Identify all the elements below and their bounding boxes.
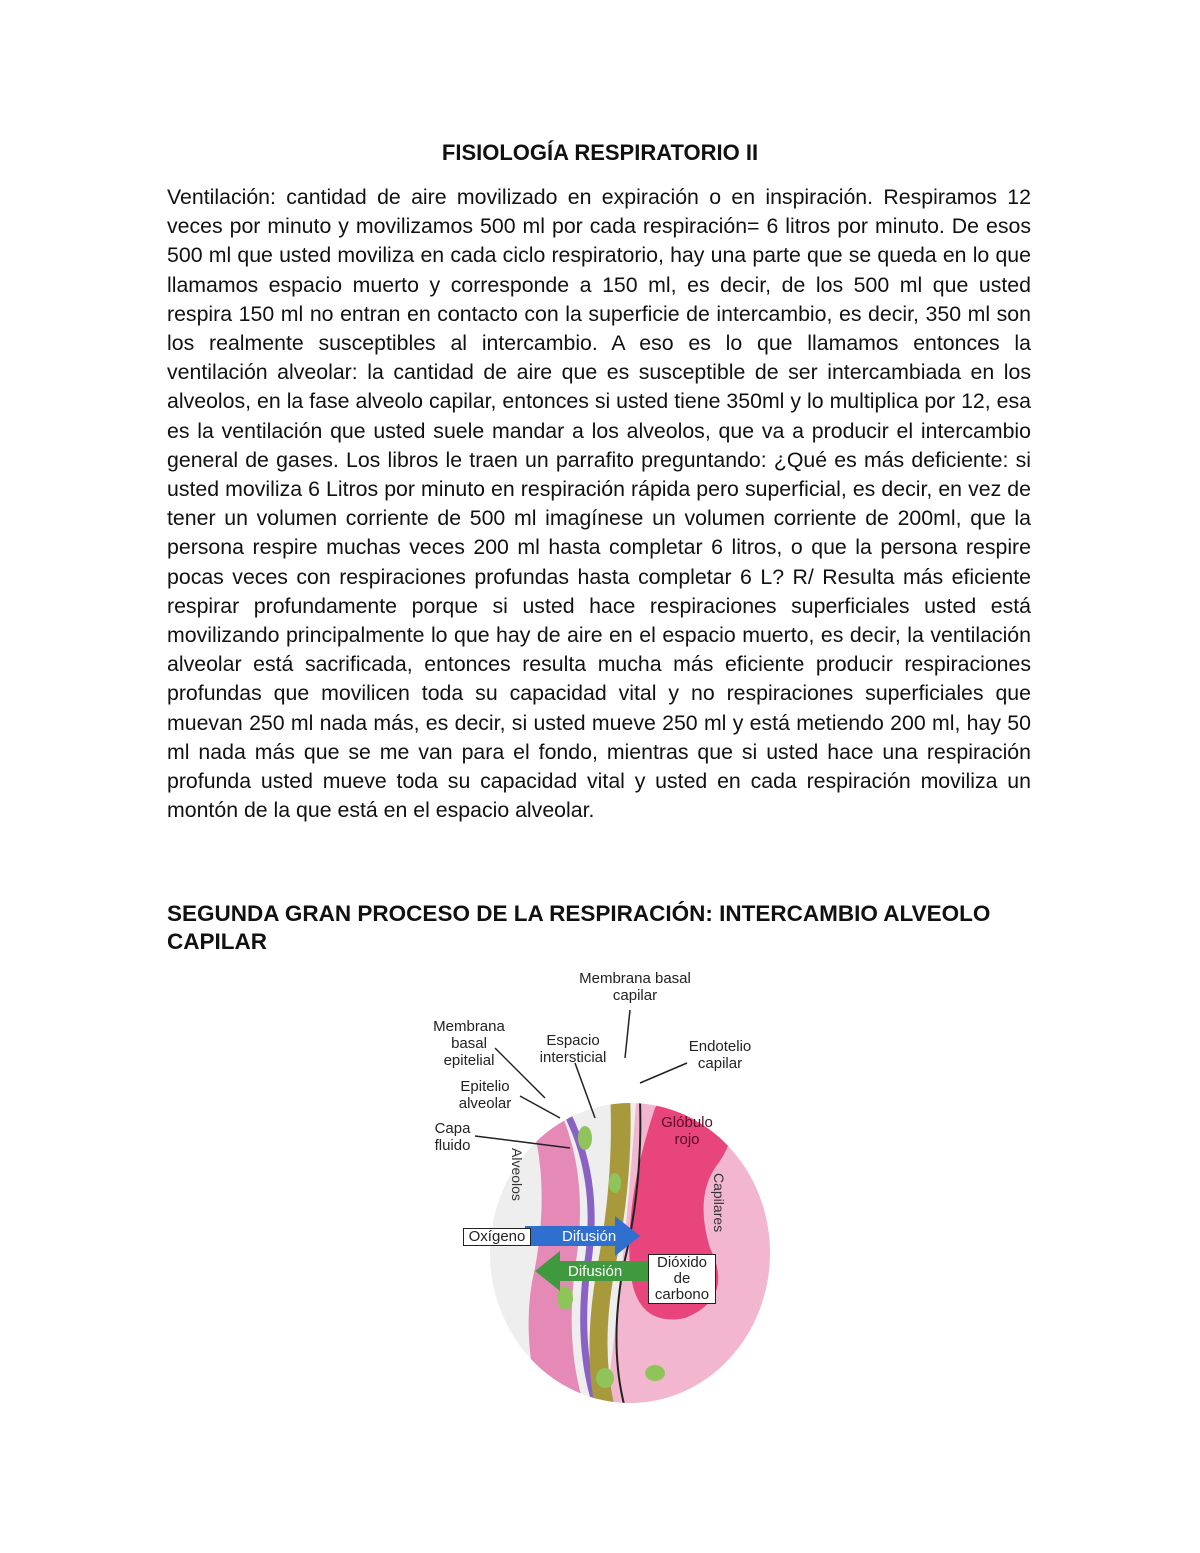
- leader-line: [575, 1063, 595, 1118]
- alveolar-capillary-diagram: [425, 968, 770, 1408]
- body-paragraph: Ventilación: cantidad de aire movilizado en expiración o en inspiración. Respiramos 12 veces por minuto y movilizamos 500 ml por cada respiración= 6 litros por minuto. De esos 500 ml que usted moviliza en cada ciclo respiratorio, hay una parte que se queda en lo que llamamos espacio muerto y corresponde a 150 ml, es decir, de los 500 ml que usted respira 150 ml no entran en contacto con la superficie de intercambio, es decir, 350 ml son los realmente susceptibles al intercambio. A eso es lo que llamamos entonces la ventilación alveolar: la cantidad de aire que es susceptible de ser intercambiada en los alveolos, en la fase alveolo capilar, entonces si usted tiene 350ml y lo multiplica por 12, esa es la ventilación que usted suele mandar a los alveolos, que va a producir el intercambio general de gases. Los libros le traen un parrafito preguntando: ¿Qué es más deficiente: si usted moviliza 6 Litros por minuto en respiración rápida pero superficial, es decir, en vez de tener un volumen corriente de 500 ml imagínese un volumen corriente de 200ml, que la persona respire muchas veces 200 ml hasta completar 6 litros, o que la persona respire pocas veces con respiraciones profundas hasta completar 6 L? R/ Resulta más eficiente respirar profundamente porque si usted hace respiraciones superficiales usted está movilizando principalmente lo que hay de aire en el espacio muerto, es decir, la ventilación alveolar está sacrificada, entonces resulta mucha más eficiente producir respiraciones profundas que movilicen toda su capacidad vital y no respiraciones superficiales que muevan 250 ml nada más, es decir, si usted mueve 250 ml y está metiendo 200 ml, hay 50 ml nada más que se me van para el fondo, mientras que si usted hace una respiración profunda usted mueve toda su capacidad vital y usted en cada respiración moviliza un montón de la que está en el espacio alveolar.: [167, 185, 1031, 823]
- label-membrana-basal-epitelial: Membrana basal epitelial: [433, 1018, 505, 1069]
- label-membrana-basal-capilar: Membrana basal capilar: [579, 970, 691, 1004]
- label-dioxido-carbono: Dióxido de carbono: [648, 1254, 716, 1304]
- section-heading: SEGUNDA GRAN PROCESO DE LA RESPIRACIÓN: INTERCAMBIO ALVEOLO CAPILAR: [167, 901, 991, 954]
- page-title: FISIOLOGÍA RESPIRATORIO II: [441, 140, 759, 165]
- label-difusion-out: Difusión: [568, 1263, 623, 1280]
- label-capa-fluido: Capa fluido: [434, 1120, 471, 1154]
- label-alveolos: Alveolos: [509, 1148, 525, 1201]
- label-epitelio-alveolar: Epitelio alveolar: [458, 1078, 512, 1112]
- leader-line: [520, 1096, 560, 1118]
- leader-line: [625, 1010, 630, 1058]
- label-oxigeno: Oxígeno: [463, 1228, 531, 1246]
- green-spot: [578, 1126, 592, 1150]
- label-globulo-rojo: Glóbulo rojo: [661, 1114, 713, 1148]
- label-capilares: Capilares: [711, 1173, 727, 1233]
- label-espacio-intersticial: Espacio intersticial: [539, 1032, 607, 1066]
- green-spot: [609, 1173, 621, 1193]
- label-endotelio-capilar: Endotelio capilar: [688, 1038, 752, 1072]
- green-spot: [645, 1365, 665, 1381]
- green-spot: [596, 1368, 614, 1388]
- label-difusion-in: Difusión: [562, 1228, 617, 1245]
